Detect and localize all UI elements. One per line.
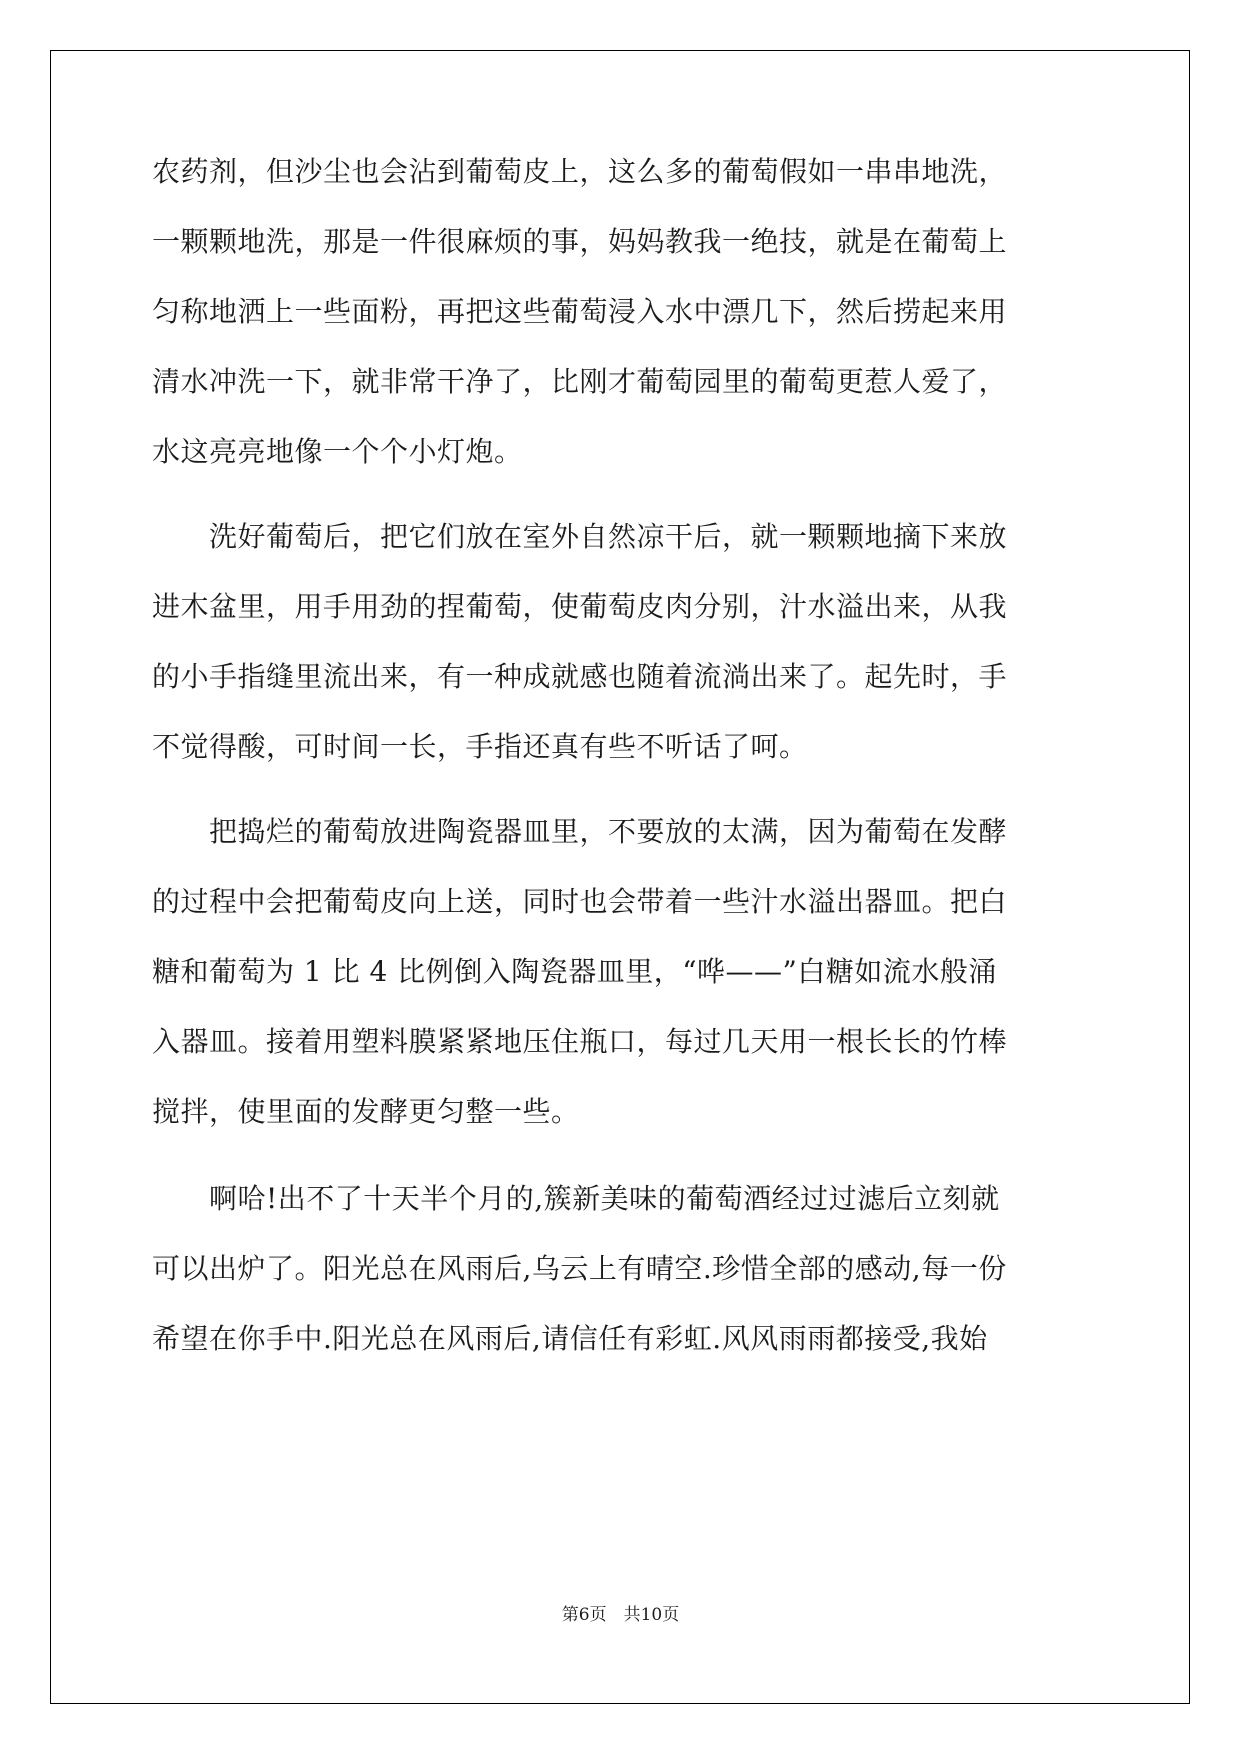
text-line: 水这亮亮地像一个个小灯炮。 bbox=[152, 435, 523, 468]
text-line: 农药剂，但沙尘也会沾到葡萄皮上，这么多的葡萄假如一串串地洗， bbox=[152, 155, 1008, 188]
text-line: 洗好葡萄后，把它们放在室外自然凉干后，就一颗颗地摘下来放 bbox=[152, 520, 1008, 553]
text-line: 匀称地洒上一些面粉，再把这些葡萄浸入水中漂几下，然后捞起来用 bbox=[152, 295, 1008, 328]
text-line: 清水冲洗一下，就非常干净了，比刚才葡萄园里的葡萄更惹人爱了， bbox=[152, 365, 1008, 398]
text-line: 不觉得酸，可时间一长，手指还真有些不听话了呵。 bbox=[152, 730, 808, 763]
text-line: 啊哈!出不了十天半个月的,簇新美味的葡萄酒经过过滤后立刻就 bbox=[152, 1182, 1000, 1215]
text-line: 把捣烂的葡萄放进陶瓷器皿里，不要放的太满，因为葡萄在发酵 bbox=[152, 815, 1008, 848]
text-line: 一颗颗地洗，那是一件很麻烦的事，妈妈教我一绝技，就是在葡萄上 bbox=[152, 225, 1008, 258]
text-line: 糖和葡萄为 1 比 4 比例倒入陶瓷器皿里，“哗——”白糖如流水般涌 bbox=[152, 955, 997, 988]
text-line: 进木盆里，用手用劲的捏葡萄，使葡萄皮肉分别，汁水溢出来，从我 bbox=[152, 590, 1008, 623]
text-line: 希望在你手中.阳光总在风雨后,请信任有彩虹.风风雨雨都接受,我始 bbox=[152, 1322, 988, 1355]
text-line: 入器皿。接着用塑料膜紧紧地压住瓶口，每过几天用一根长长的竹棒 bbox=[152, 1025, 1008, 1058]
text-line: 的过程中会把葡萄皮向上送，同时也会带着一些汁水溢出器皿。把白 bbox=[152, 885, 1008, 918]
text-line: 可以出炉了。阳光总在风雨后,乌云上有晴空.珍惜全部的感动,每一份 bbox=[152, 1252, 1007, 1285]
page-number-footer: 第6页 共10页 bbox=[561, 1605, 680, 1625]
text-line: 搅拌，使里面的发酵更匀整一些。 bbox=[152, 1095, 580, 1128]
text-line: 的小手指缝里流出来，有一种成就感也随着流淌出来了。起先时，手 bbox=[152, 660, 1008, 693]
